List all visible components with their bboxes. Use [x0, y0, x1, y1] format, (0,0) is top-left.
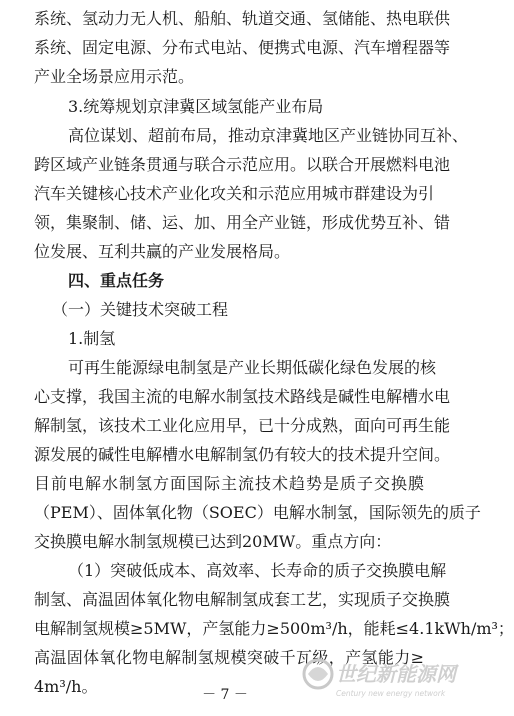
body-text-line: 目前电解水制氢方面国际主流技术趋势是质子交换膜 [34, 474, 424, 493]
body-text-line: 跨区域产业链条贯通与联合示范应用。以联合开展燃料电池 [34, 155, 451, 174]
body-text-line: 制氢、高温固体氧化物电解制氢成套工艺，实现质子交换膜 [34, 590, 451, 609]
body-text-line: 高温固体氧化物电解制氢规模突破千瓦级，产氢能力≥ [34, 648, 424, 667]
body-text-line: 解制氢，该技术工业化应用早，已十分成熟，面向可再生能 [34, 416, 451, 435]
body-text-line: 位发展、互利共赢的产业发展格局。 [34, 242, 291, 261]
body-text-line: 可再生能源绿电制氢是产业长期低碳化绿色发展的核 [68, 358, 437, 377]
body-text-line: 系统、氢动力无人机、船舶、轨道交通、氢储能、热电联供 [34, 9, 451, 28]
body-text-line: 高位谋划、超前布局，推动京津冀地区产业链协同互补、 [68, 126, 469, 145]
body-text-line: 产业全场景应用示范。 [34, 67, 195, 86]
subsection-heading: （一）关键技术突破工程 [52, 300, 229, 319]
item-heading: 1.制氢 [68, 329, 116, 348]
body-text-line: 领，集聚制、储、运、加、用全产业链，形成优势互补、错 [34, 213, 451, 232]
watermark-text: 世纪新能源网 [336, 662, 456, 686]
section-heading-4: 四、重点任务 [68, 271, 165, 290]
body-text-line: 系统、固定电源、分布式电站、便携式电源、汽车增程器等 [34, 38, 451, 57]
body-text-line: （1）突破低成本、高效率、长寿命的质子交换膜电解 [68, 561, 447, 580]
body-text-line: 心支撑，我国主流的电解水制氢技术路线是碱性电解槽水电 [34, 387, 451, 406]
section-heading-3: 3.统筹规划京津冀区域氢能产业布局 [68, 97, 324, 116]
body-text-line: （PEM）、固体氧化物（SOEC）电解水制氢，国际领先的质子 [34, 503, 481, 522]
page-number: － 7 － [202, 687, 248, 703]
body-text-line: 电解制氢规模≥5MW，产氢能力≥500m³/h，能耗≤4.1kWh/m³； [34, 619, 514, 638]
body-text-line: 汽车关键核心技术产业化攻关和示范应用城市群建设为引 [34, 184, 435, 203]
body-text-line: 4m³/h。 [34, 677, 98, 696]
watermark-logo [300, 650, 456, 708]
watermark-subtext: Century new energy network [336, 689, 446, 698]
body-text-line: 源发展的碱性电解槽水电解制氢仍有较大的技术提升空间。 [34, 445, 451, 464]
body-text-line: 交换膜电解水制氢规模已达到20MW。重点方向： [34, 532, 392, 551]
